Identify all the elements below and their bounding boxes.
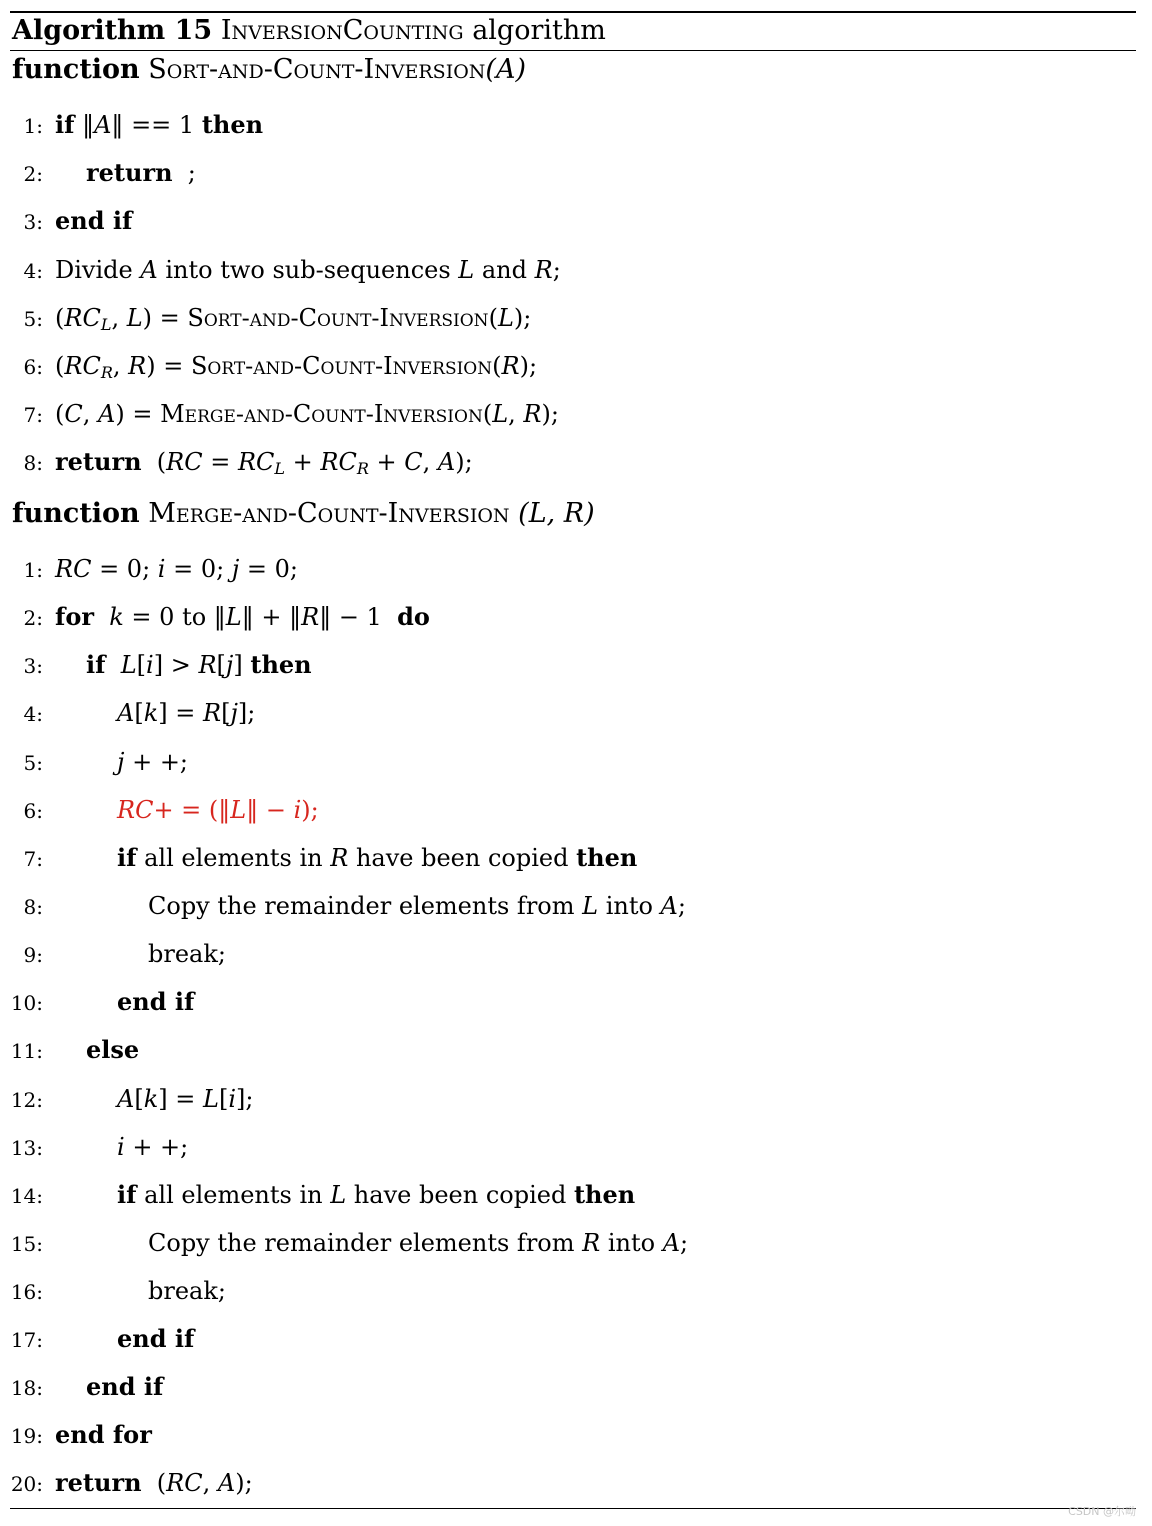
code-line: for k = 0 to ‖L‖ + ‖R‖ − 1 do xyxy=(55,602,430,631)
algorithm-caption xyxy=(12,14,606,48)
line-number: 6: xyxy=(23,799,43,823)
line-number: 16: xyxy=(10,1280,43,1304)
line-number: 5: xyxy=(23,751,43,775)
code-line: if L[i] > R[j] then xyxy=(86,650,312,679)
code-line: A[k] = R[j]; xyxy=(117,699,256,727)
code-line: end for xyxy=(55,1420,152,1449)
code-line: Copy the remainder elements from R into A; xyxy=(148,1229,689,1257)
code-line: return ; xyxy=(86,158,196,187)
line-number: 14: xyxy=(10,1184,43,1208)
code-line: j + +; xyxy=(117,748,189,776)
line-number: 3: xyxy=(23,210,43,234)
function-name: Sort-and-Count-Inversion xyxy=(148,54,486,85)
code-line: i + +; xyxy=(117,1133,189,1161)
top-rule xyxy=(10,11,1136,13)
code-line: if all elements in R have been copied then xyxy=(117,843,638,872)
function-header-merge xyxy=(12,497,595,531)
line-number: 6: xyxy=(23,355,43,379)
line-number: 2: xyxy=(23,162,43,186)
code-line: (C, A) = Merge-and-Count-Inversion(L, R); xyxy=(55,400,559,428)
watermark: CSDN @尔呦 xyxy=(1068,1505,1136,1518)
code-line: end if xyxy=(86,1372,164,1401)
code-line-highlighted: RC+ = (‖L‖ − i); xyxy=(117,796,319,824)
code-line: Divide A into two sub-sequences L and R; xyxy=(55,256,561,284)
algorithm-suffix: algorithm xyxy=(472,15,606,46)
code-line: else xyxy=(86,1035,140,1064)
code-line: end if xyxy=(117,1324,195,1353)
bottom-rule xyxy=(10,1508,1136,1509)
code-line: ($RC_R$, R) = Sort-and-Count-Inversion(R); xyxy=(55,352,538,382)
code-line: return ($RC = RC_L + RC_R + C$, A); xyxy=(55,447,473,478)
code-line: ($RC_L$, L) = Sort-and-Count-Inversion(L); xyxy=(55,304,532,334)
code-line: break; xyxy=(148,940,226,968)
algorithm-number: Algorithm 15 xyxy=(12,15,213,46)
code-line: return (RC, A); xyxy=(55,1468,253,1497)
line-number: 7: xyxy=(23,403,43,427)
line-number: 10: xyxy=(10,991,43,1015)
line-number: 2: xyxy=(23,606,43,630)
line-number: 20: xyxy=(10,1472,43,1496)
line-number: 19: xyxy=(10,1424,43,1448)
line-number: 17: xyxy=(10,1328,43,1352)
function-keyword: function xyxy=(12,54,140,85)
function-keyword: function xyxy=(12,498,140,529)
code-line: Copy the remainder elements from L into A; xyxy=(148,892,686,920)
line-number: 13: xyxy=(10,1136,43,1160)
line-number: 4: xyxy=(23,702,43,726)
line-number: 7: xyxy=(23,847,43,871)
line-number: 18: xyxy=(10,1376,43,1400)
line-number: 4: xyxy=(23,259,43,283)
function-params: (L, R) xyxy=(518,498,595,529)
line-number: 12: xyxy=(10,1088,43,1112)
line-number: 11: xyxy=(10,1039,43,1063)
code-line: end if xyxy=(117,987,195,1016)
line-number: 8: xyxy=(23,895,43,919)
line-number: 3: xyxy=(23,654,43,678)
line-number: 8: xyxy=(23,451,43,475)
line-number: 1: xyxy=(23,558,43,582)
code-line: A[k] = L[i]; xyxy=(117,1085,254,1113)
line-number: 15: xyxy=(10,1232,43,1256)
function-name: Merge-and-Count-Inversion xyxy=(148,498,510,529)
code-line: break; xyxy=(148,1277,226,1305)
code-line: if all elements in L have been copied then xyxy=(117,1180,636,1209)
code-line: RC = 0; i = 0; j = 0; xyxy=(55,555,299,583)
algorithm-name: InversionCounting xyxy=(220,15,464,46)
line-number: 1: xyxy=(23,114,43,138)
caption-rule xyxy=(10,50,1136,51)
function-params: (A) xyxy=(485,54,526,85)
line-number: 9: xyxy=(23,943,43,967)
code-line: end if xyxy=(55,206,133,235)
line-number: 5: xyxy=(23,307,43,331)
function-header-sort xyxy=(12,53,526,87)
code-line: if ‖A‖ == 1 then xyxy=(55,110,264,139)
